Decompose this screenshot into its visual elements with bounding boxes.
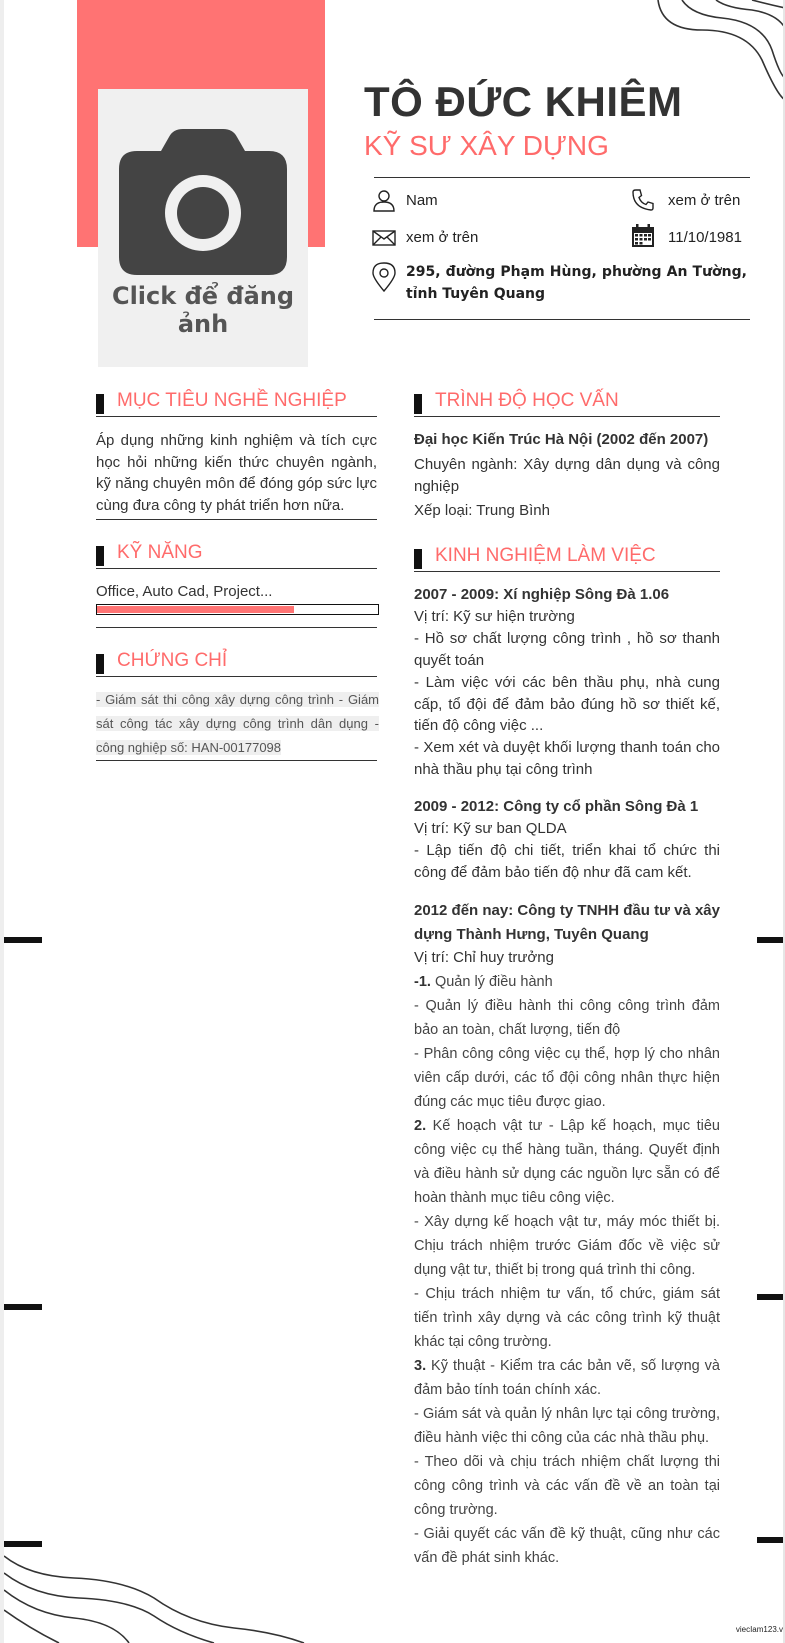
fold-mark-right	[757, 1294, 785, 1300]
top-wave-decoration	[652, 0, 785, 120]
address-value: 295, đường Phạm Hùng, phường An Tường, tỉnh Tuyên Quang	[406, 264, 747, 302]
candidate-name: TÔ ĐỨC KHIÊM	[364, 78, 683, 125]
job3-duty: - Giải quyết các vấn đề kỹ thuật, cũng như các vấn đề phát sinh khác.	[414, 1526, 720, 1566]
phone-value: xem ở trên	[668, 192, 741, 209]
info-divider-top	[374, 177, 750, 178]
job3-duty: - Phân công công việc cụ thể, hợp lý cho nhân viên cấp dưới, các tổ đội công nhân thực hiện đúng các mục tiêu được giao.	[414, 1046, 720, 1110]
candidate-title: KỸ SƯ XÂY DỰNG	[364, 130, 609, 161]
fold-mark-left	[4, 937, 42, 943]
job3-duty: - Theo dõi và chịu trách nhiệm chất lượng thi công công trình và các vấn đề về an toàn tại công trường.	[414, 1454, 720, 1518]
certificates-heading: CHỨNG CHỈ	[96, 650, 377, 677]
job1-duty: - Hồ sơ chất lượng công trình , hồ sơ thanh quyết toán	[414, 630, 720, 669]
gender-value: Nam	[406, 192, 438, 209]
job2-duty: - Lập tiến độ chi tiết, triển khai tổ chức thi công để đảm bảo tiến độ như đã cam kết.	[414, 842, 720, 881]
skill-level-fill	[97, 606, 294, 613]
phone-icon	[631, 188, 655, 212]
job1-duty: - Xem xét và duyệt khối lượng thanh toán cho nhà thầu phụ tại công trình	[414, 739, 720, 778]
job3-duty: - Xây dựng kế hoạch vật tư, máy móc thiết bị. Chịu trách nhiệm trước Giám đốc về việc sử dụng vật tư, thiết bị trong quá trình thi công.	[414, 1214, 720, 1278]
skills-divider	[96, 627, 377, 628]
fold-mark-right	[757, 937, 785, 943]
job3-position: Vị trí: Chỉ huy trưởng	[414, 949, 554, 966]
resume-page	[4, 0, 785, 1643]
job1-position: Vị trí: Kỹ sư hiện trường	[414, 608, 575, 625]
watermark: viecIam123.v	[735, 1625, 783, 1634]
info-divider-bottom	[374, 319, 750, 320]
education-grade: Xếp loại: Trung Bình	[414, 502, 550, 519]
user-icon	[372, 188, 396, 212]
job3-duty: - Giám sát và quản lý nhân lực tại công trường, điều hành việc thi công của các nhà thầu phụ.	[414, 1406, 720, 1446]
job3-duty: - Chịu trách nhiệm tư vấn, tổ chức, giám sát tiến trình xây dựng và các công trình kỹ thuật khác tại công trường.	[414, 1286, 720, 1350]
education-heading: TRÌNH ĐỘ HỌC VẤN	[414, 390, 720, 417]
photo-upload-label[interactable]: Click để đăng ảnh	[111, 282, 295, 338]
page-edge-left	[0, 0, 4, 1643]
mail-icon	[372, 226, 396, 250]
objective-divider	[96, 519, 377, 520]
job3-group-1: -1. Quản lý điều hành	[414, 974, 553, 990]
job2-title: 2009 - 2012: Công ty cổ phần Sông Đà 1	[414, 798, 699, 815]
objective-text: Áp dụng những kinh nghiệm và tích cực học hỏi những kiến thức chuyên ngành, kỹ năng chuyên môn để đóng góp sức lực cùng đưa công ty phát triển hơn nữa.	[96, 432, 377, 514]
job1-duty: - Làm việc với các bên thầu phụ, nhà cung cấp, tổ đội để đảm bảo đúng hồ sơ thiết kế, tiến độ công việc ...	[414, 674, 720, 734]
job3-title: 2012 đến nay: Công ty TNHH đầu tư và xây dựng Thành Hưng, Tuyên Quang	[414, 902, 720, 943]
certificates-text: - Giám sát thi công xây dựng công trình - Giám sát công tác xây dựng công trình dân dụng - công nghiệp số: HAN-00177098	[96, 692, 379, 755]
email-value: xem ở trên	[406, 229, 479, 246]
bottom-wave-decoration	[4, 1548, 314, 1643]
job3-group-3: 3. Kỹ thuật - Kiểm tra các bản vẽ, số lượng và đảm bảo tính toán chính xác.	[414, 1358, 720, 1398]
skill-level-bar	[96, 604, 379, 615]
education-major: Chuyên ngành: Xây dựng dân dụng và công nghiệp	[414, 456, 720, 495]
birthday-value: 11/10/1981	[668, 229, 742, 246]
fold-mark-left	[4, 1541, 42, 1547]
skill-item: Office, Auto Cad, Project...	[96, 583, 273, 600]
experience-heading: KINH NGHIỆM LÀM VIỆC	[414, 545, 720, 572]
job1-title: 2007 - 2009: Xí nghiệp Sông Đà 1.06	[414, 586, 670, 603]
education-school: Đại học Kiến Trúc Hà Nội (2002 đến 2007)	[414, 431, 709, 448]
job3-group-2: 2. Kế hoạch vật tư - Lập kế hoạch, mục tiêu công việc cụ thể hàng tuần, tháng. Quyết định và điều hành sử dụng các nguồn lực sẵn có để hoàn thành mục tiêu công việc.	[414, 1118, 720, 1206]
job2-position: Vị trí: Kỹ sư ban QLDA	[414, 820, 567, 837]
objective-heading: MỤC TIÊU NGHỀ NGHIỆP	[96, 390, 377, 417]
camera-icon[interactable]	[119, 129, 287, 275]
calendar-icon	[631, 224, 655, 248]
certificates-divider	[96, 760, 377, 761]
skills-heading: KỸ NĂNG	[96, 542, 377, 569]
location-icon	[372, 262, 396, 292]
fold-mark-left	[4, 1304, 42, 1310]
job3-duty: - Quản lý điều hành thi công công trình đảm bảo an toàn, chất lượng, tiến độ	[414, 998, 720, 1038]
fold-mark-right	[757, 1537, 785, 1543]
